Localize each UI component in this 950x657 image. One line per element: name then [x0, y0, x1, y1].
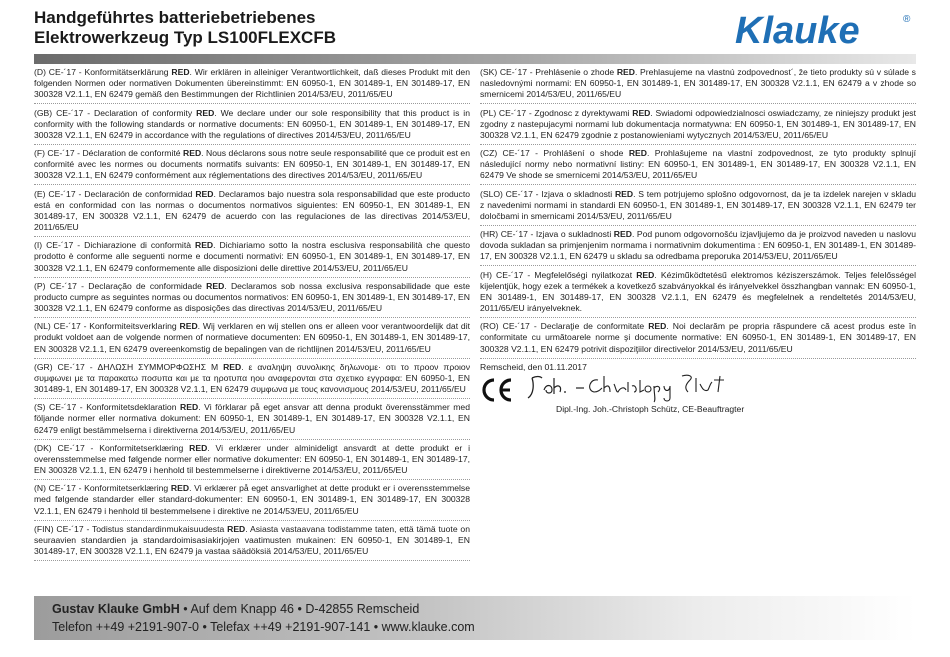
entry-prefix: (HR) CE-´17 - Izjava o sukladnosti — [480, 229, 614, 239]
entry-red-label: RED — [223, 361, 242, 372]
entry-text: . Swiadomi odpowiedzialnosci oswiadczamy, ze niniejszy produkt jest zgodny z nastepujacymi normami lub dokumentacja normatywna: EN 60950-1, EN 301489-1, EN 301489-17, EN 300328 V2.1.1, EN 62479 zgodnie z postanowieniami wytycznych 2014/53/EU, 2011/65/EU — [480, 107, 916, 140]
footer-address-line — [52, 602, 419, 616]
entry-red-label: RED — [648, 321, 667, 332]
place-date: Remscheid, den 01.11.2017 — [480, 361, 587, 372]
signature-block — [480, 362, 916, 432]
declaration-entry — [34, 67, 470, 104]
entry-text: . Wir erklären in alleiniger Verantwortlichkeit, daß dieses Produkt mit den folgenden Normen oder normativen Dokumenten übereinstimmt: EN 60950-1, EN 301489-1, EN 301489-17, EN 300328 V2.1.1, EN 62479 gemäß den Bestimmungen der Richtlinien 2014/53/EU, 2011/65/EU — [34, 67, 470, 100]
entry-red-label: RED — [613, 229, 632, 239]
entry-text: . We declare under our sole responsibility that this product is in conformity with the following standards or normative documents: EN 60950-1, EN 301489-1, EN 301489-17, EN 300328 V2.1.1, EN 62479 in accordance with the regulations of directives 2014/53/EU, 2011/65/EU — [34, 107, 470, 140]
footer-contact-line: Telefon ++49 +2191-907-0 • Telefax ++49 +2191-907-141 • www.klauke.com — [52, 620, 475, 634]
declaration-entry — [480, 229, 916, 266]
entry-text: . Dichiariamo sotto la nostra esclusiva responsabilità che questo prodotto è conforme alle seguenti norme e documenti normativi: EN 60950-1, EN 301489-1, EN 301489-17, EN 300328 V2.1.1, EN 62479 conformemente alle disposizioni delle direttive 2014/53/EU, 2011/65/EU — [34, 240, 470, 273]
entry-red-label: RED — [206, 280, 225, 291]
entry-prefix: (D) CE-´17 - Konformitätserklärung — [34, 67, 172, 77]
entry-text: . Prohlašujeme na vlastní zodpovednost, ze tyto produkty splnují následující normy nebo normativní listiny: EN 60950-1, EN 301489-1, EN 301489-17, EN 300328 V2.1.1, EN 62479 Ve shode se smernicemi 2014/53/EU, 2011/65/EU — [480, 148, 916, 181]
logo-registered-mark: ® — [903, 14, 911, 25]
entry-text: . Asiasta vastaavana todistamme taten, että tämä tuote on seuraavien standardien ja standardoimisasiakirjojen vaatimusten mukainen: EN 60950-1, EN 301489-1, EN 301489-17, EN 300328 V2.1.1, EN 62479 ja vastaa säädöksiä 2014/53/EU, 2011/65/EU — [34, 523, 470, 557]
declaration-entry — [480, 189, 916, 226]
header-gradient-bar — [34, 54, 916, 64]
title-line-1: Handgeführtes batteriebetriebenes — [34, 8, 316, 27]
declaration-entry — [480, 321, 916, 358]
entry-red-label: RED — [179, 321, 198, 332]
entry-text: . Noi declarăm pe propria răspundere că acest produs este în conformitate cu următoarele norme şi documente normative: EN 60950-1, EN 301489-1, EN 301489-17, EN 300328 V2.1.1, EN 62479 potrivit dispoziţiilor directivelor 2014/53/EU, 2011/65/EU — [480, 321, 917, 354]
entry-text: . S tem potrjujemo splošno odgovornost, da je ta izdelek narejen v skladu z navedenimi normami in standardi EN 60950-1, EN 301489-1, EN 301489-17, EN 300328 V2.1.1, EN 62479 ter določbami in smernicami 2014/53/EU, 2011/65/EU — [480, 188, 916, 221]
declaration-entry — [34, 240, 470, 277]
entry-red-label: RED — [194, 240, 214, 251]
entry-red-label: RED — [171, 67, 190, 77]
entry-prefix: (GR) CE-´17 - ΔΗΛΩΣΗ ΣΥΜΜΟΡΦΩΣΗΣ Μ — [34, 361, 224, 372]
entry-prefix: (N) CE-´17 - Konformitetserklæring — [34, 483, 171, 494]
entry-prefix: (FIN) CE-´17 - Todistus standardinmukaisuudesta — [34, 523, 228, 534]
declaration-entry — [34, 483, 470, 520]
entry-text: . Vi förklarar på eget ansvar att denna produkt överensstämmer med följande normer eller normativa dokument: EN 60950-1, EN 301489-1, EN 301489-17, EN 300328 V2.1.1, EN 62479 enligt bestämmelserna i direktiverna 2014/53/EU, 2011/65/EU — [34, 402, 470, 435]
entry-text: . Vi erklærer på eget ansvarlighet at dette produkt er i overensstemmelse med følgende standarder eller standard-dokumenter: EN 60950-1, EN 301489-1, EN 301489-17, EN 300328 V2.1.1, EN 62479 i henhold til bestemmelsene i direktive ne 2014/53/EU, 2011/65/EU — [34, 483, 470, 516]
entry-red-label: RED — [616, 67, 635, 77]
entry-red-label: RED — [180, 402, 199, 413]
logo-wordmark: Klauke — [735, 10, 860, 50]
signer-name: Dipl.-Ing. Joh.-Christoph Schütz, CE-Beauftragter — [556, 403, 745, 414]
entry-prefix: (F) CE-´17 - Déclaration de conformité — [34, 148, 183, 158]
entry-prefix: (NL) CE-´17 - Konformiteitsverklaring — [34, 321, 180, 332]
entry-text: . ε αναληψη συνολικης δηλωνομε· οτι το προον προιον συμφωνει με τα παρακατω ποσυπα και με τα ηροτυπα ηου αναφερονται στα σχετικο εγγραφα: EN 60950-1, EN 301489-1, EN 301489-17, EN 300328 V2.1.1, EN 62479 συμφωνα με τους κανονισμους 2014/53/EU, 2011/65/EU — [34, 361, 470, 395]
entry-text: . Nous déclarons sous notre seule responsabilité que ce produit est en conformité avec les normes ou documents normatifs suivants: EN 60950-1, EN 301489-1, EN 301489-17, EN 300328 V2.1.1, EN 62479 conformément aux réglementations des directives 2014/53/EU, 2011/65/EU — [34, 148, 470, 181]
company-address: • Auf dem Knapp 46 • D-42855 Remscheid — [179, 602, 420, 616]
declaration-entry — [34, 189, 470, 238]
declaration-entry — [480, 67, 916, 104]
entry-red-label: RED — [628, 148, 647, 158]
entry-text: . Kézimű̈ködtetésű elektromos kéziszerszámok. Teljes felelősségel kijelentjük, hogy ezek a termékek a kovetkező szabványokkal és irányelvekkel összhangban vannak: EN 60950-1, EN 301489-1, EN 301489-17, EN 300328 V2.1.1, EN 62479 és megfelelnek a rendeltetés 2014/53/EU, 2011/65/EU irányelveknek. — [480, 269, 916, 314]
entry-prefix: (DK) CE-´17 - Konformitetserklæring — [34, 442, 190, 453]
entry-prefix: (CZ) CE-´17 - Prohlášení o shode — [480, 148, 629, 158]
entry-text: . Prehlasujeme na vlastnú zodpovednost´, že tieto produkty sú v súlade s nasledovnými normami: EN 60950-1, EN 301489-1, EN 301489-17, EN 300328 V2.1.1, EN 62479 a v zhode so smernicemi 2014/53/EU, 2011/65/EU — [480, 67, 916, 100]
declaration-entry — [34, 148, 470, 185]
declaration-entry — [480, 148, 916, 185]
entry-prefix: (H) CE-´17 - Megfelelőségi nyilatkozat — [480, 269, 637, 280]
entry-text: . Declaramos bajo nuestra sola responsabilidad que este producto está en conformidad con las normas o documentos normativos siguientes: EN 60950-1, EN 301489-1, EN 301489-17, EN 300328 V2.1.1, EN 62479 de acuerdo con las regulaciones de las directivas 2014/53/EU, 2011/65/EU — [34, 188, 470, 233]
handwritten-signature — [524, 370, 734, 404]
entry-red-label: RED — [636, 269, 655, 280]
entry-red-label: RED — [632, 107, 651, 118]
entry-text: . Declaramos sob nossa exclusiva responsabilidade que este producto cumpre as seguintes normas ou documentos normativos: EN 60950-1, EN 301489-1, EN 301489-17, EN 300328 V2.1.1, EN 62479 conforme as disposições das directivas 2014/53/EU, 2011/65/EU — [34, 280, 471, 314]
entry-red-label: RED — [227, 523, 246, 534]
entry-prefix: (I) CE-´17 - Dichiarazione di conformità — [34, 240, 195, 251]
entry-red-label: RED — [183, 148, 202, 158]
entry-prefix: (E) CE-´17 - Declaración de conformidad — [34, 188, 196, 199]
right-entries — [480, 67, 916, 359]
entry-prefix: (RO) CE-´17 - Declaraţie de conformitate — [480, 321, 649, 332]
declaration-entry — [34, 321, 470, 358]
declaration-entry — [34, 362, 470, 399]
declaration-entry — [34, 443, 470, 480]
right-column — [480, 67, 916, 432]
entry-prefix: (GB) CE-´17 - Declaration of conformity — [34, 107, 197, 118]
declaration-entry — [34, 524, 470, 561]
ce-mark-icon — [480, 376, 514, 404]
entry-red-label: RED — [195, 188, 214, 199]
declaration-entry — [34, 402, 470, 439]
entry-prefix: (SK) CE-´17 - Prehlásenie o zhode — [480, 67, 617, 77]
entry-red-label: RED — [170, 483, 190, 494]
entry-red-label: RED — [614, 188, 634, 199]
declaration-entry — [34, 281, 470, 318]
company-name: Gustav Klauke GmbH — [52, 602, 180, 616]
declaration-entry — [480, 270, 916, 319]
entry-prefix: (SLO) CE-´17 - Izjava o skladnosti — [480, 188, 615, 199]
entry-red-label: RED — [196, 107, 215, 118]
entry-text: . Pod punom odgovornošću izjavljujemo da je proizvod naveden u naslovu dovoda sukladan sa primjenjenim normama i normativnim dokumentima : EN 60950-1, EN 301489-1, EN 301489-17, EN 300328 V2.1.1, EN 62479 u skladu sa odredbama preporuka 2014/53/EU, 2011/65/EU — [480, 229, 916, 262]
entry-text: . Wij verklaren en wij stellen ons er alleen voor verantwoordelijk dat dit produkt voldoet aan de volgende normen of normatieve documenten: EN 60950-1, EN 301489-1, EN 301489-17, EN 300328 V2.1.1, EN 62479 overeenkomstig de bepalingen van de richtlijnen 2014/53/EU, 2011/65/EU — [34, 321, 470, 354]
klauke-logo — [735, 10, 915, 50]
entry-text: . Vi erklærer under alminideligt ansvardt at dette produkt er i overensstemmelse med følgende normer eller normative dokumenter: EN 60950-1, EN 301489-1, EN 301489-17, EN 300328 V2.1.1, EN 62479 i henhold til bestemmelserne i direktiverne 2014/53/EU, 2011/65/EU — [34, 442, 470, 476]
declaration-entry — [34, 108, 470, 145]
document-title — [34, 8, 336, 48]
left-column — [34, 67, 470, 564]
footer-bar — [34, 596, 916, 640]
entry-red-label: RED — [189, 442, 208, 453]
declaration-entry — [480, 108, 916, 145]
entry-prefix: (P) CE-´17 - Declaração de conformidade — [34, 280, 207, 291]
title-line-2: Elektrowerkzeug Typ LS100FLEXCFB — [34, 28, 336, 47]
entry-prefix: (PL) CE-´17 - Zgodnosc z dyrektywami — [480, 107, 633, 118]
entry-prefix: (S) CE-´17 - Konformitetsdeklaration — [34, 402, 181, 413]
